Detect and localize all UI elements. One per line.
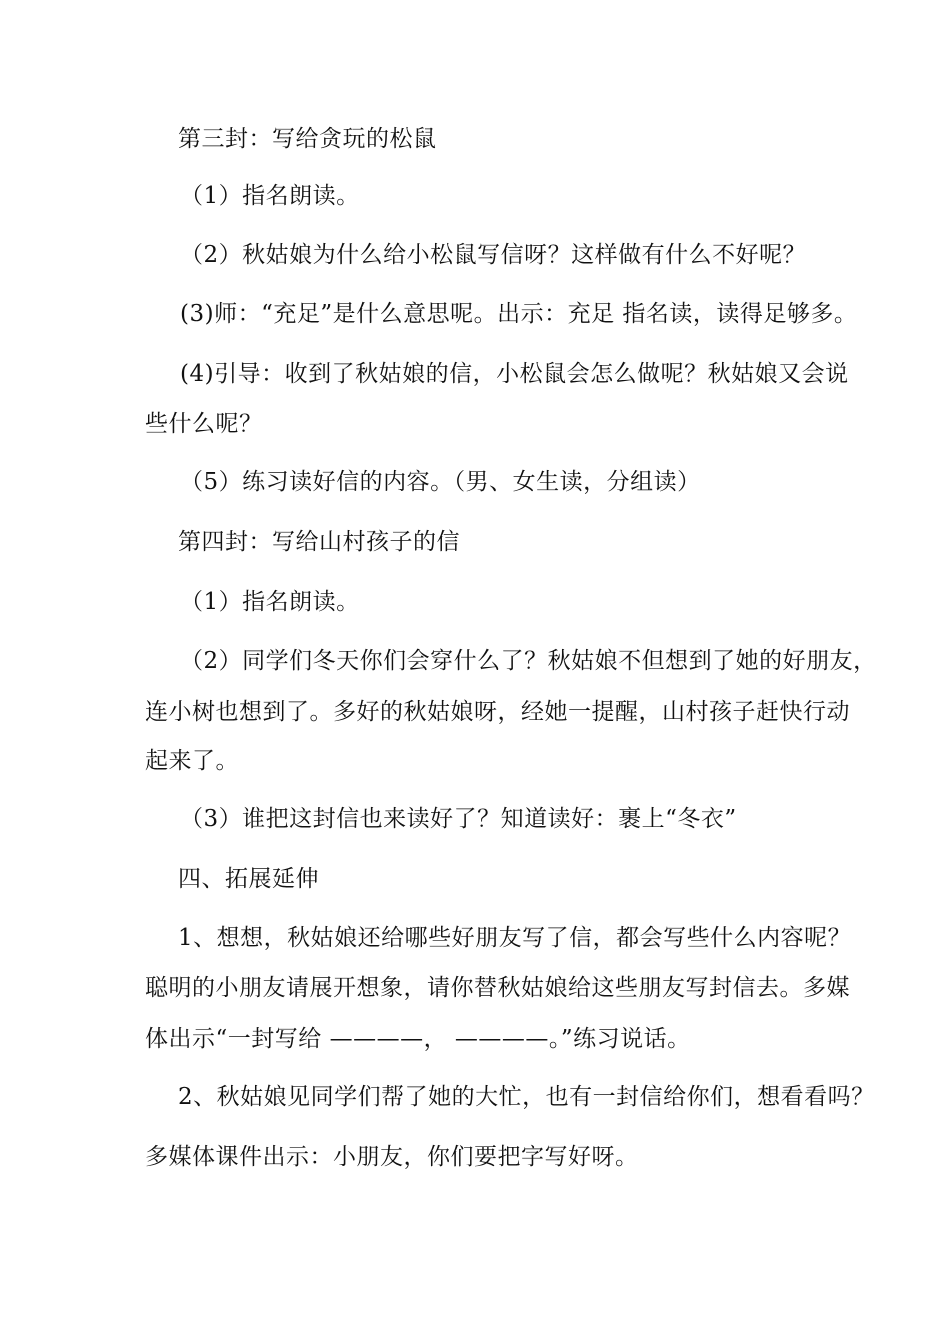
paragraph-line: 连小树也想到了。多好的秋姑娘呀，经她一提醒，山村孩子赶快行动 <box>145 699 850 725</box>
section-heading: 四、拓展延伸 <box>178 866 319 892</box>
paragraph-line: （3）谁把这封信也来读好了？知道读好：裹上“冬衣” <box>180 806 737 832</box>
paragraph-line: 些什么呢？ <box>145 411 263 437</box>
paragraph-line: 体出示“一封写给 ————， ————。”练习说话。 <box>145 1026 691 1052</box>
paragraph-line: 多媒体课件出示：小朋友，你们要把字写好呀。 <box>145 1144 639 1170</box>
paragraph-line: （2）秋姑娘为什么给小松鼠写信呀？这样做有什么不好呢？ <box>180 242 807 268</box>
paragraph-line: （2）同学们冬天你们会穿什么了？秋姑娘不但想到了她的好朋友， <box>180 648 877 674</box>
paragraph-line: 2、秋姑娘见同学们帮了她的大忙，也有一封信给你们，想看看吗？ <box>178 1084 875 1110</box>
paragraph-line: (3)师：“充足”是什么意思呢。出示：充足 指名读，读得足够多。 <box>180 301 858 327</box>
paragraph-line: （1）指名朗读。 <box>180 589 360 615</box>
paragraph-line: (4)引导：收到了秋姑娘的信，小松鼠会怎么做呢？秋姑娘又会说 <box>180 361 849 387</box>
paragraph-line: 起来了。 <box>145 748 239 774</box>
letter-three-heading: 第三封：写给贪玩的松鼠 <box>178 126 437 152</box>
paragraph-line: 聪明的小朋友请展开想象，请你替秋姑娘给这些朋友写封信去。多媒 <box>145 975 850 1001</box>
letter-four-heading: 第四封：写给山村孩子的信 <box>178 529 460 555</box>
paragraph-line: （5）练习读好信的内容。（男、女生读，分组读） <box>180 469 701 495</box>
paragraph-line: （1）指名朗读。 <box>180 183 360 209</box>
paragraph-line: 1、想想，秋姑娘还给哪些好朋友写了信，都会写些什么内容呢？ <box>178 925 852 951</box>
